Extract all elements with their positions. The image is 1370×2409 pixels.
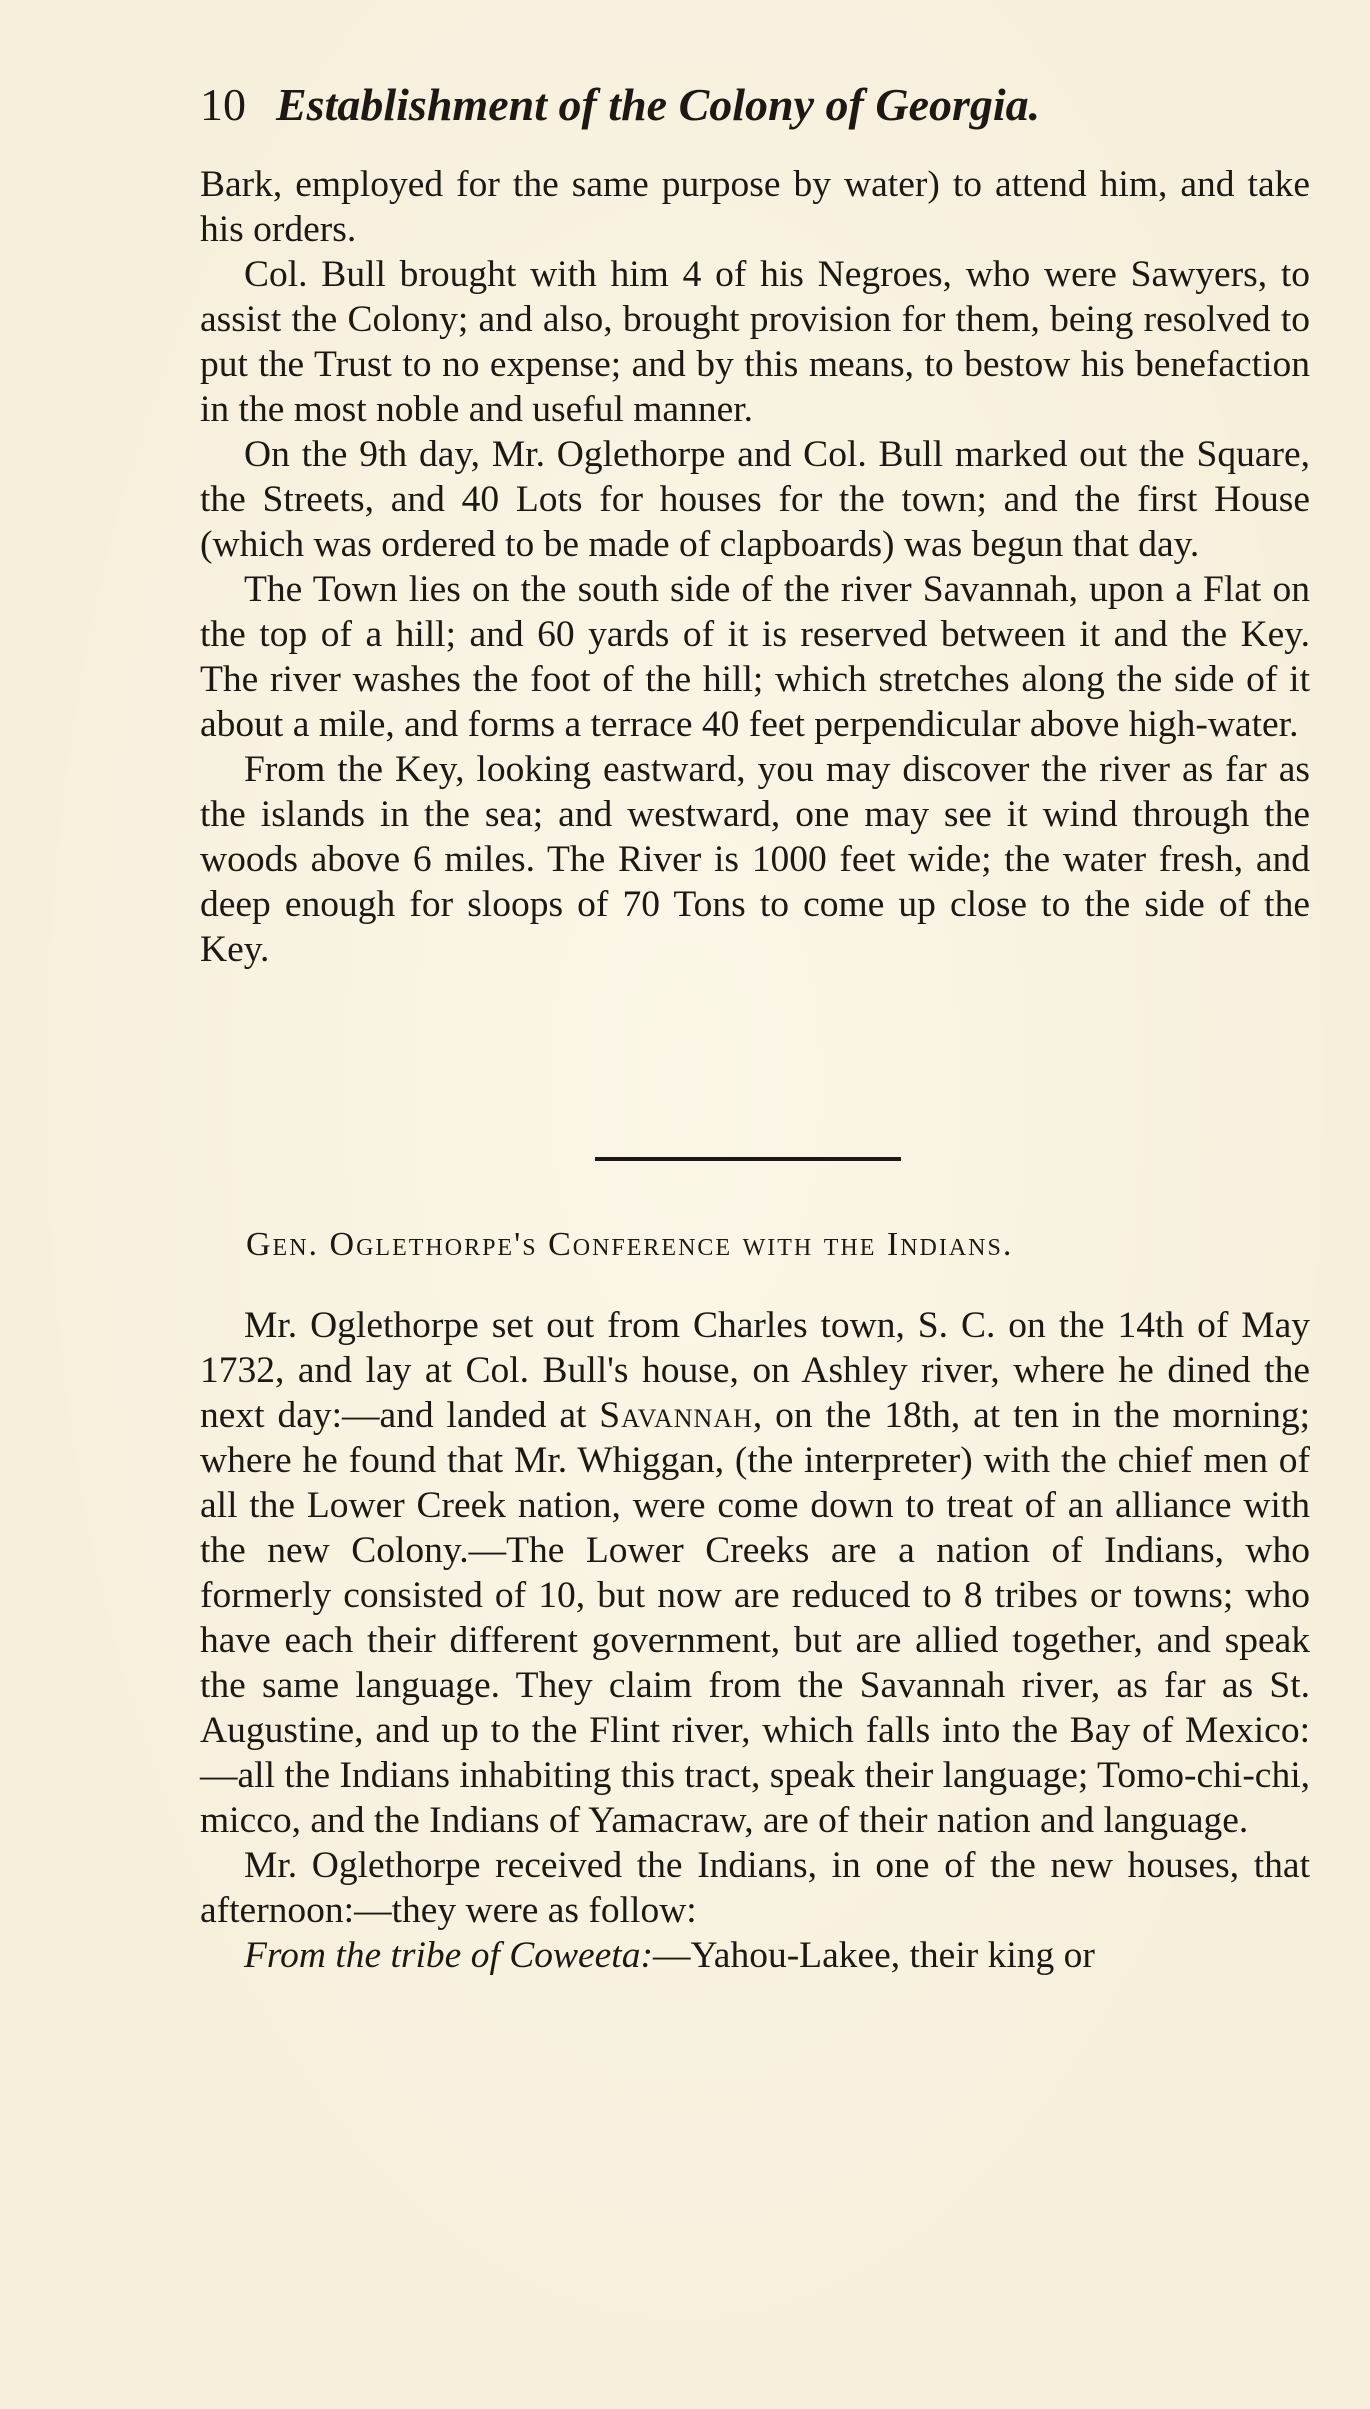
section-conference-text [200, 1303, 1310, 1978]
tribe-text: —Yahou-Lakee, their king or [652, 1935, 1095, 1976]
paragraph-coweeta-tribe [200, 1933, 1310, 1978]
paragraph-key-view: From the Key, looking eastward, you may discover the river as far as the islands in the sea; and westward, one may see it wind through the woods above 6 miles. The River is 1000 feet wide; the water fresh, and deep enough for sloops of 70 Tons to come up close to the side of the Key. [200, 749, 1310, 970]
paragraph-ninth-day: On the 9th day, Mr. Oglethorpe and Col. Bull marked out the Square, the Streets, and 40 Lots for houses for the town; and the first House (which was ordered to be made of clapboards) was begun that day. [200, 434, 1310, 565]
paragraph-bark-orders: Bark, employed for the same purpose by water) to attend him, and take his orders. [200, 164, 1310, 250]
running-title: Establishment of the Colony of Georgia. [276, 79, 1041, 130]
section-divider-rule [595, 1157, 901, 1161]
paragraph-received-indians: Mr. Oglethorpe received the Indians, in one of the new houses, that afternoon:—they were as follow: [200, 1845, 1310, 1931]
tribe-label: From the tribe of Coweeta: [244, 1935, 653, 1976]
paragraph-col-bull-negroes: Col. Bull brought with him 4 of his Negroes, who were Sawyers, to assist the Colony; and also, brought provision for them, being resolved to put the Trust to no expense; and by this means, to bestow his benefaction in the most noble and useful manner. [200, 254, 1310, 430]
place-name-savannah: Savannah [599, 1395, 753, 1436]
paragraph-oglethorpe-arrival [200, 1303, 1310, 1843]
running-head [200, 70, 1190, 140]
page-number: 10 [200, 79, 246, 130]
section-heading: Gen. Oglethorpe's Conference with the Indians. [246, 1226, 1014, 1263]
arrival-text-end: , on the 18th, at ten in the morning; where he found that Mr. Whiggan, (the interpreter) with the chief men of all the Lower Creek nation, were come down to treat of an alliance with the new Colony.—The Lower Creeks are a nation of Indians, who formerly consisted of 10, but now are reduced to 8 tribes or towns; who have each their different government, but are allied together, and speak the same language. They claim from the Savannah river, as far as St. Augustine, and up to the Flint river, which falls into the Bay of Mexico:—all the Indians inhabiting this tract, speak their language; Tomo-chi-chi, micco, and the Indians of Yamacraw, are of their nation and language. [200, 1395, 1310, 1841]
section-settlement-text [200, 162, 1310, 972]
arrival-text-start: Mr. Oglethorpe set out from Charles town, S. C. on the 14th of May 1732, and lay at Col. Bull's house, on Ashley river, where he dined the next day:—and landed at [200, 1305, 1310, 1436]
paragraph-town-location: The Town lies on the south side of the river Savannah, upon a Flat on the top of a hill; and 60 yards of it is reserved between it and the Key. The river washes the foot of the hill; which stretches along the side of it about a mile, and forms a terrace 40 feet perpendicular above high-water. [200, 569, 1310, 745]
